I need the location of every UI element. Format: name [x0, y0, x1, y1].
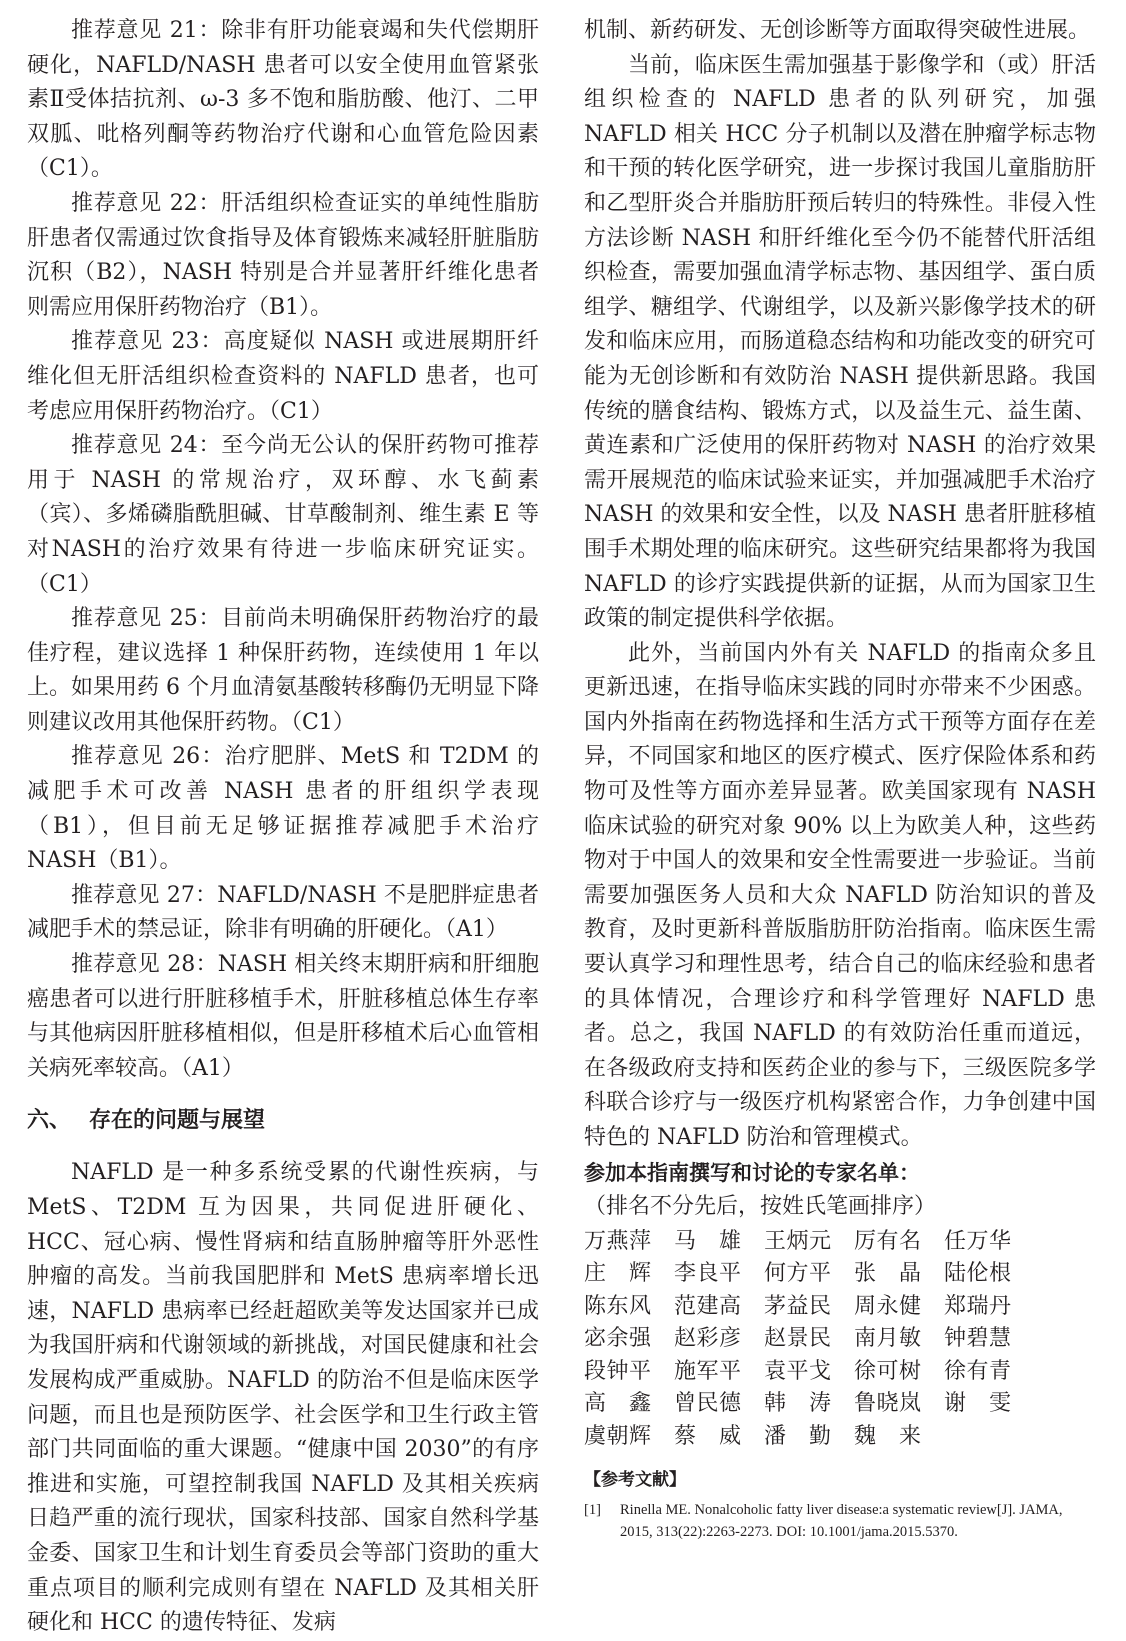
expert-list [584, 1226, 1096, 1454]
recommendation-27: 推荐意见 27：NAFLD/NASH 不是肥胖症患者减肥手术的禁忌证，除非有明确的肝硬化。（A1） [27, 882, 539, 943]
recommendation-23: 推荐意见 23：高度疑似 NASH 或进展期肝纤维化但无肝活组织检查资料的 NAFLD 患者，也可考虑应用保肝药物治疗。（C1） [27, 329, 539, 424]
guidelines-paragraph: 此外，当前国内外有关 NAFLD 的指南众多且更新迅速，在指导临床实践的同时亦带来不少困惑。国内外指南在药物选择和生活方式干预等方面存在差异，不同国家和地区的医疗模式、医疗保险体系和药物可及性等方面亦差异显著。欧美国家现有 NASH 临床试验的研究对象 90% 以上为欧美人种，这些药物对于中国人的效果和安全性需要进一步验证。当前需要加强医务人员和大众 NAFLD 防治知识的普及教育，及时更新科普版脂肪肝防治指南。临床医生需要认真学习和理性思考，结合自己的临床经验和患者的具体情况，合理诊疗和科学管理好 NAFLD 患者。总之，我国 NAFLD 的有效防治任重而道远，在各级政府支持和医药企业的参与下，三级医院多学科联合诊疗与一级医疗机构紧密合作，力争创建中国特色的 NAFLD 防治和管理模式。 [584, 640, 1096, 1150]
outlook-paragraph: NAFLD 是一种多系统受累的代谢性疾病，与 MetS、T2DM 互为因果，共同促进肝硬化、HCC、冠心病、慢性肾病和结直肠肿瘤等肝外恶性肿瘤的高发。当前我国肥胖和 MetS 患病率增长迅速，NAFLD 患病率已经赶超欧美等发达国家并已成为我国肝病和代谢领域的新挑战，对国民健康和社会发展构成严重威胁。NAFLD 的防治不但是临床医学问题，而且也是预防医学、社会医学和卫生行政主管部门共同面临的重大课题。“健康中国 2030”的有序推进和实施，可望控制我国 NAFLD 及其相关疾病日趋严重的流行现状，国家科技部、国家自然科学基金委、国家卫生和计划生育委员会等部门资助的重大重点项目的顺利完成则有望在 NAFLD 及其相关肝硬化和 HCC 的遗传特征、发病 [27, 1160, 539, 1636]
expert-name: 徐有青 [944, 1358, 1012, 1384]
expert-name: 张 晶 [854, 1261, 922, 1287]
expert-name: 蔡 威 [674, 1423, 742, 1449]
reference-item [584, 1499, 1096, 1543]
expert-name: 郑瑞丹 [944, 1293, 1012, 1319]
section-title: 存在的问题与展望 [89, 1108, 266, 1134]
expert-name: 韩 涛 [764, 1391, 832, 1417]
expert-name: 赵景民 [764, 1326, 832, 1352]
expert-name: 鲁晓岚 [854, 1391, 922, 1417]
recommendation-28: 推荐意见 28：NASH 相关终末期肝病和肝细胞癌患者可以进行肝脏移植手术，肝脏移植总体生存率与其他病因肝脏移植相似，但是肝移植术后心血管相关病死率较高。（A1） [27, 952, 539, 1081]
expert-name: 施军平 [674, 1358, 742, 1384]
section-number: 六、 [27, 1108, 72, 1134]
expert-name: 赵彩彦 [674, 1326, 742, 1352]
expert-name: 周永健 [854, 1293, 922, 1319]
expert-name: 马 雄 [674, 1228, 742, 1254]
left-column [27, 14, 539, 1641]
experts-heading: 参加本指南撰写和讨论的专家名单： [584, 1160, 920, 1185]
expert-name: 虞朝辉 [584, 1423, 652, 1449]
expert-name: 万燕萍 [584, 1228, 652, 1254]
recommendation-22: 推荐意见 22：肝活组织检查证实的单纯性脂肪肝患者仅需通过饮食指导及体育锻炼来减轻肝脏脂肪沉积（B2），NASH 特别是合并显著肝纤维化患者则需应用保肝药物治疗（B1）。 [27, 190, 539, 320]
section-heading [27, 1104, 539, 1138]
expert-name: 钟碧慧 [944, 1326, 1012, 1352]
expert-name: 高 鑫 [584, 1391, 652, 1417]
expert-name: 茅益民 [764, 1293, 832, 1319]
expert-name: 宓余强 [584, 1326, 652, 1352]
expert-name: 何方平 [764, 1261, 832, 1287]
research-paragraph: 当前，临床医生需加强基于影像学和（或）肝活组织检查的 NAFLD 患者的队列研究，加强 NAFLD 相关 HCC 分子机制以及潜在肿瘤学标志物和干预的转化医学研究，进一步探讨我国儿童脂肪肝和乙型肝炎合并脂肪肝预后转归的特殊性。非侵入性方法诊断 NASH 和肝纤维化至今仍不能替代肝活组织检查，需要加强血清学标志物、基因组学、蛋白质组学、糖组学、代谢组学，以及新兴影像学技术的研发和临床应用，而肠道稳态结构和功能改变的研究可能为无创诊断和有效防治 NASH 提供新思路。我国传统的膳食结构、锻炼方式，以及益生元、益生菌、黄连素和广泛使用的保肝药物对 NASH 的治疗效果需开展规范的临床试验来证实，并加强减肥手术治疗 NASH 的效果和安全性，以及 NASH 患者肝脏移植围手术期处理的临床研究。这些研究结果都将为我国 NAFLD 的诊疗实践提供新的证据，从而为国家卫生政策的制定提供科学依据。 [584, 52, 1096, 632]
recommendation-24: 推荐意见 24：至今尚无公认的保肝药物可推荐用于 NASH 的常规治疗，双环醇、水飞蓟素（宾）、多烯磷脂酰胆碱、甘草酸制剂、维生素 E 等对NASH的治疗效果有待进一步临床研究证实。（C1） [27, 433, 539, 597]
expert-name: 厉有名 [854, 1228, 922, 1254]
recommendation-26: 推荐意见 26：治疗肥胖、MetS 和 T2DM 的减肥手术可改善 NASH 患者的肝组织学表现（B1），但目前无足够证据推荐减肥手术治疗 NASH（B1）。 [27, 744, 539, 874]
experts-note: （排名不分先后，按姓氏笔画排序） [584, 1193, 937, 1219]
expert-name: 南月敏 [854, 1326, 922, 1352]
expert-name: 魏 来 [854, 1423, 922, 1449]
reference-text: Rinella ME. Nonalcoholic fatty liver disease:a systematic review[J]. JAMA, 2015, 313(22):2263-2273. DOI: 10.1001/jama.2015.5370. [620, 1502, 1063, 1541]
expert-name: 李良平 [674, 1261, 742, 1287]
expert-name: 庄 辉 [584, 1261, 652, 1287]
expert-name: 任万华 [944, 1228, 1012, 1254]
reference-list [584, 1499, 1096, 1543]
expert-name: 徐可树 [854, 1358, 922, 1384]
expert-name: 段钟平 [584, 1358, 652, 1384]
recommendation-21: 推荐意见 21：除非有肝功能衰竭和失代偿期肝硬化，NAFLD/NASH 患者可以安全使用血管紧张素Ⅱ受体拮抗剂、ω-3 多不饱和脂肪酸、他汀、二甲双胍、吡格列酮等药物治疗代谢和心血管危险因素（C1）。 [27, 18, 539, 182]
expert-name: 陆伦根 [944, 1261, 1012, 1287]
reference-number: [1] [584, 1502, 601, 1519]
expert-name: 潘 勤 [764, 1423, 832, 1449]
expert-name: 袁平戈 [764, 1358, 832, 1384]
expert-name: 谢 雯 [944, 1391, 1012, 1417]
expert-name: 陈东风 [584, 1293, 652, 1319]
expert-name: 范建高 [674, 1293, 742, 1319]
references-heading: 【参考文献】 [584, 1470, 686, 1491]
right-column [584, 14, 1096, 1543]
continuation-text: 机制、新药研发、无创诊断等方面取得突破性进展。 [584, 18, 1091, 43]
expert-name: 曾民德 [674, 1391, 742, 1417]
expert-name: 王炳元 [764, 1228, 832, 1254]
recommendation-25: 推荐意见 25：目前尚未明确保肝药物治疗的最佳疗程，建议选择 1 种保肝药物，连续使用 1 年以上。如果用药 6 个月血清氨基酸转移酶仍无明显下降则建议改用其他保肝药物。（C1） [27, 606, 539, 735]
